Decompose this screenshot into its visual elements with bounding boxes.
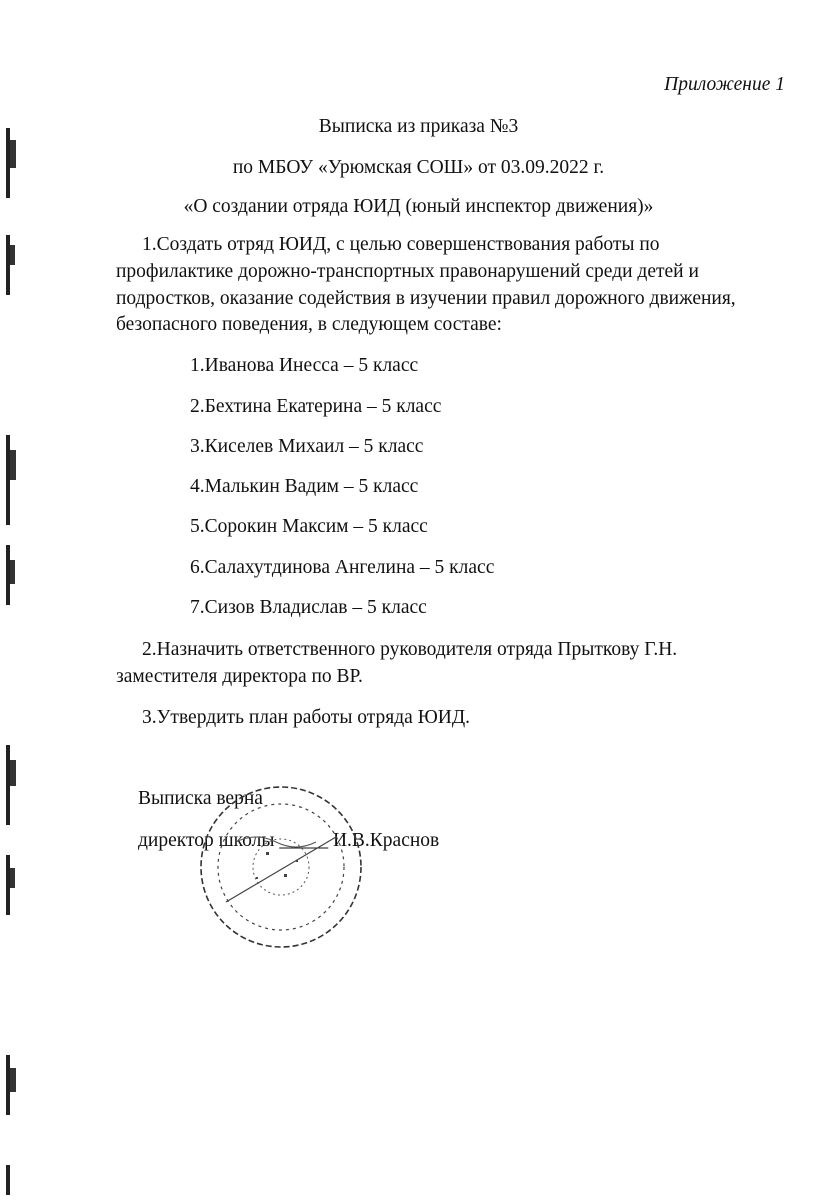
member-item: 6.Салахутдинова Ангелина – 5 класс xyxy=(190,557,495,578)
school-seal-stamp xyxy=(196,782,366,952)
header-subject: «О создании отряда ЮИД (юный инспектор движения)» xyxy=(183,196,654,217)
signer-name: И.В.Краснов xyxy=(332,830,440,851)
header-title: Выписка из приказа №3 xyxy=(318,116,519,137)
member-item: 2.Бехтина Екатерина – 5 класс xyxy=(190,396,442,417)
member-item: 1.Иванова Инесса – 5 класс xyxy=(190,355,419,376)
certified-label: Выписка верна xyxy=(138,788,263,809)
item-1-paragraph: 1.Создать отряд ЮИД, с целью совершенствования работы по профилактике дорожно-транспортных правонарушений среди детей и подростков, оказание содействия в изучении правил дорожного движения, безопасного поведения, в следующем составе: xyxy=(116,234,736,336)
header-order-info: по МБОУ «Урюмская СОШ» от 03.09.2022 г. xyxy=(232,157,605,178)
member-item: 5.Сорокин Максим – 5 класс xyxy=(190,516,428,537)
member-item: 4.Малькин Вадим – 5 класс xyxy=(190,476,419,497)
member-item: 7.Сизов Владислав – 5 класс xyxy=(190,597,427,618)
item-3-paragraph: 3.Утвердить план работы отряда ЮИД. xyxy=(142,707,471,728)
signature-blank: _____ xyxy=(279,830,329,851)
member-item: 3.Киселев Михаил – 5 класс xyxy=(190,436,424,457)
item-2-paragraph: 2.Назначить ответственного руководителя отряда Прыткову Г.Н. заместителя директора по ВР. xyxy=(116,639,678,687)
appendix-label: Приложение 1 xyxy=(664,74,785,95)
signer-role: директор школы xyxy=(138,830,275,851)
